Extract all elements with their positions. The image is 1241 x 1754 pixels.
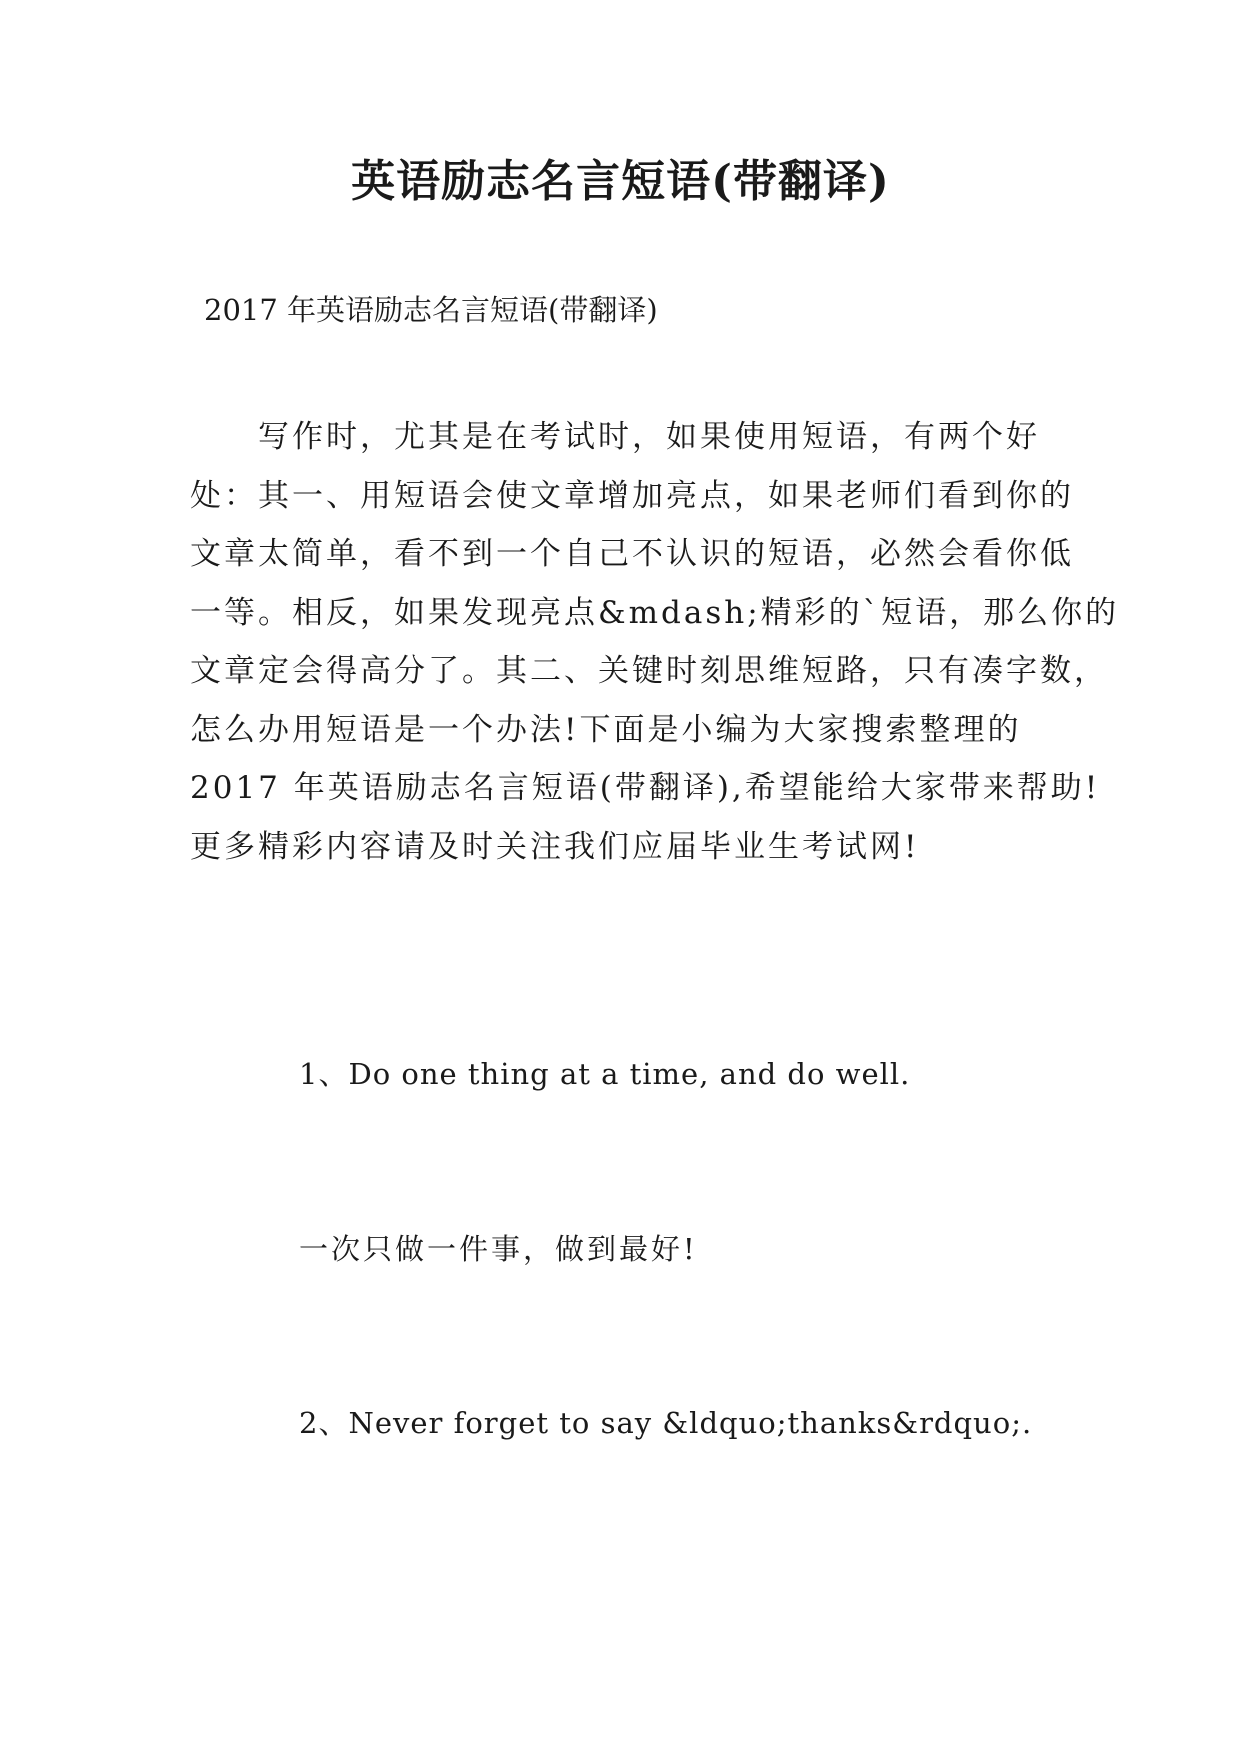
- document-title: 英语励志名言短语(带翻译): [351, 156, 890, 207]
- intro-line: 一等。相反，如果发现亮点&mdash;精彩的`短语，那么你的: [190, 594, 1120, 631]
- intro-line: 2017 年英语励志名言短语(带翻译),希望能给大家带来帮助!: [190, 770, 1101, 806]
- document-subtitle: 2017 年英语励志名言短语(带翻译): [204, 293, 658, 327]
- intro-line: 处：其一、用短语会使文章增加亮点，如果老师们看到你的: [190, 477, 1074, 514]
- quote-1-english: 1、Do one thing at a time, and do well.: [299, 1057, 911, 1091]
- intro-line: 更多精彩内容请及时关注我们应届毕业生考试网!: [190, 828, 920, 865]
- intro-paragraph: [190, 408, 1120, 876]
- intro-line: 写作时，尤其是在考试时，如果使用短语，有两个好: [190, 419, 1040, 455]
- quote-2-english: 2、Never forget to say &ldquo;thanks&rdquo;.: [299, 1406, 1033, 1440]
- intro-line: 文章定会得高分了。其二、关键时刻思维短路，只有凑字数，: [190, 653, 1108, 689]
- intro-line: 怎么办用短语是一个办法!下面是小编为大家搜索整理的: [190, 711, 1022, 748]
- intro-line: 文章太简单，看不到一个自己不认识的短语，必然会看你低: [190, 536, 1074, 572]
- quote-1-chinese: 一次只做一件事，做到最好!: [299, 1232, 698, 1266]
